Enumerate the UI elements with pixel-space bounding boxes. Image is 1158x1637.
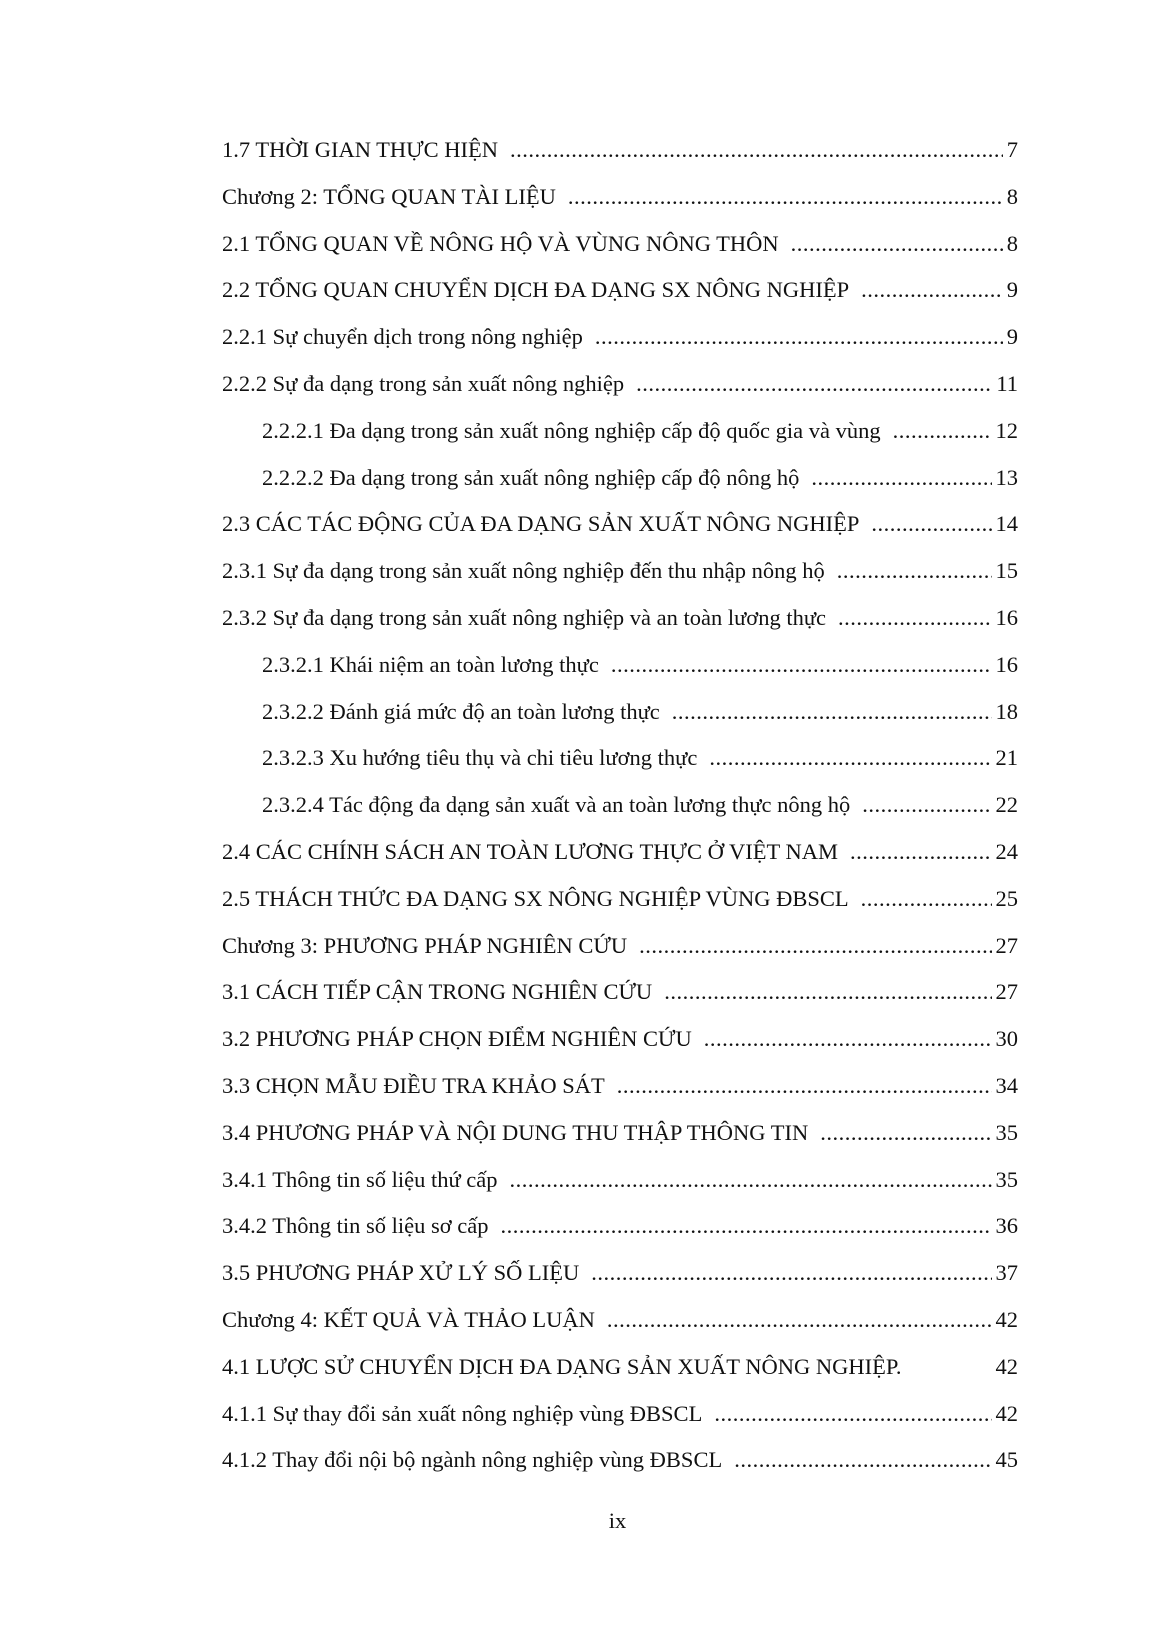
toc-dot-leader: [500, 1203, 991, 1250]
toc-entry-title: 3.1 CÁCH TIẾP CẬN TRONG NGHIÊN CỨU: [222, 979, 653, 1005]
toc-dot-leader: [639, 923, 991, 970]
toc-entry[interactable]: [222, 174, 1018, 221]
toc-entry-page-number: 13: [995, 464, 1018, 490]
toc-entry-page-number: 27: [995, 932, 1018, 958]
toc-entry[interactable]: [222, 1344, 1018, 1391]
toc-entry-title: 2.2.2.2 Đa dạng trong sản xuất nông nghiệp cấp độ nông hộ: [262, 464, 800, 490]
toc-entry-page-number: 21: [995, 745, 1018, 771]
toc-entry[interactable]: [222, 782, 1018, 829]
toc-entry-page-number: 30: [995, 1026, 1018, 1052]
toc-entry-title: 3.3 CHỌN MẪU ĐIỀU TRA KHẢO SÁT: [222, 1072, 605, 1098]
toc-dot-leader: [811, 455, 991, 502]
toc-entry[interactable]: [222, 1157, 1018, 1204]
toc-entry-page-number: 42: [995, 1400, 1018, 1426]
toc-entry-title: Chương 4: KẾT QUẢ VÀ THẢO LUẬN: [222, 1306, 595, 1332]
toc-entry-page-number: 12: [995, 417, 1018, 443]
toc-entry[interactable]: [222, 1016, 1018, 1063]
toc-entry[interactable]: [222, 408, 1018, 455]
toc-entry-page-number: 16: [995, 651, 1018, 677]
toc-dot-leader: [617, 1063, 992, 1110]
toc-entry-title: 2.2.2.1 Đa dạng trong sản xuất nông nghiệp cấp độ quốc gia và vùng: [262, 417, 881, 443]
toc-entry-page-number: 14: [995, 511, 1018, 537]
toc-entry[interactable]: [222, 735, 1018, 782]
toc-dot-leader: [709, 735, 991, 782]
toc-entry[interactable]: [222, 127, 1018, 174]
toc-entry[interactable]: [222, 595, 1018, 642]
toc-entry-page-number: 11: [996, 370, 1018, 396]
toc-entry[interactable]: [222, 923, 1018, 970]
toc-entry-title: 3.5 PHƯƠNG PHÁP XỬ LÝ SỐ LIỆU: [222, 1260, 580, 1286]
toc-entry-page-number: 42: [995, 1306, 1018, 1332]
toc-entry[interactable]: [222, 1203, 1018, 1250]
toc-entry[interactable]: [222, 876, 1018, 923]
toc-entry-title: 2.3.2.1 Khái niệm an toàn lương thực: [262, 651, 599, 677]
toc-entry-page-number: 35: [995, 1166, 1018, 1192]
toc-dot-leader: [611, 642, 992, 689]
table-of-contents: [222, 127, 1018, 1484]
toc-entry-page-number: 16: [995, 604, 1018, 630]
toc-entry[interactable]: [222, 221, 1018, 268]
toc-entry-page-number: 37: [995, 1260, 1018, 1286]
toc-entry-title: 2.5 THÁCH THỨC ĐA DẠNG SX NÔNG NGHIỆP VÙNG ĐBSCL: [222, 885, 849, 911]
toc-dot-leader: [861, 876, 992, 923]
toc-entry-title: 4.1 LƯỢC SỬ CHUYỂN DỊCH ĐA DẠNG SẢN XUẤT NÔNG NGHIỆP.: [222, 1353, 902, 1379]
toc-entry-page-number: 7: [1006, 137, 1018, 162]
toc-entry-page-number: 36: [995, 1213, 1018, 1239]
toc-entry-page-number: 18: [995, 698, 1018, 724]
toc-entry[interactable]: [222, 501, 1018, 548]
toc-entry[interactable]: [222, 314, 1018, 361]
toc-entry-page-number: 34: [995, 1072, 1018, 1098]
toc-dot-leader: [861, 267, 1003, 314]
toc-entry[interactable]: [222, 548, 1018, 595]
toc-dot-leader: [704, 1016, 992, 1063]
toc-dot-leader: [871, 501, 991, 548]
toc-dot-leader: [595, 314, 1003, 361]
toc-entry-title: 2.3.2.4 Tác động đa dạng sản xuất và an toàn lương thực nông hộ: [262, 792, 851, 818]
toc-entry[interactable]: [222, 1391, 1018, 1438]
toc-entry[interactable]: [222, 1437, 1018, 1484]
toc-entry[interactable]: [222, 829, 1018, 876]
toc-dot-leader: [734, 1437, 991, 1484]
toc-entry-title: Chương 3: PHƯƠNG PHÁP NGHIÊN CỨU: [222, 932, 628, 958]
toc-entry-page-number: 15: [995, 558, 1018, 584]
toc-entry-title: 1.7 THỜI GIAN THỰC HIỆN: [222, 137, 498, 162]
toc-entry-page-number: 45: [995, 1447, 1018, 1473]
toc-entry-page-number: 35: [995, 1119, 1018, 1145]
toc-entry-page-number: 8: [1006, 230, 1018, 256]
toc-entry-title: 2.2 TỔNG QUAN CHUYỂN DỊCH ĐA DẠNG SX NÔNG NGHIỆP: [222, 277, 850, 303]
toc-entry-title: 2.3.2 Sự đa dạng trong sản xuất nông nghiệp và an toàn lương thực: [222, 604, 827, 630]
toc-dot-leader: [510, 127, 1003, 174]
toc-dot-leader: [672, 689, 992, 736]
toc-entry-page-number: 25: [995, 885, 1018, 911]
toc-dot-leader: [568, 174, 1003, 221]
toc-dot-leader: [714, 1391, 991, 1438]
toc-entry-title: 2.2.1 Sự chuyển dịch trong nông nghiệp: [222, 324, 583, 350]
toc-entry-title: 4.1.1 Sự thay đổi sản xuất nông nghiệp vùng ĐBSCL: [222, 1400, 703, 1426]
toc-dot-leader: [850, 829, 991, 876]
toc-dot-leader: [510, 1157, 992, 1204]
toc-entry-title: 2.3.1 Sự đa dạng trong sản xuất nông nghiệp đến thu nhập nông hộ: [222, 558, 825, 584]
toc-entry[interactable]: [222, 969, 1018, 1016]
toc-dot-leader: [591, 1250, 991, 1297]
toc-entry[interactable]: [222, 1063, 1018, 1110]
toc-dot-leader: [607, 1297, 992, 1344]
toc-dot-leader: [893, 408, 992, 455]
toc-entry-title: 2.1 TỔNG QUAN VỀ NÔNG HỘ VÀ VÙNG NÔNG THÔN: [222, 230, 779, 256]
toc-entry[interactable]: [222, 1250, 1018, 1297]
toc-entry[interactable]: [222, 361, 1018, 408]
toc-entry[interactable]: [222, 689, 1018, 736]
toc-dot-leader: [838, 595, 991, 642]
toc-entry-title: 2.3.2.3 Xu hướng tiêu thụ và chi tiêu lương thực: [262, 745, 698, 771]
toc-entry[interactable]: [222, 1297, 1018, 1344]
toc-dot-leader: [837, 548, 992, 595]
toc-dot-leader: [791, 221, 1003, 268]
toc-entry-title: 4.1.2 Thay đổi nội bộ ngành nông nghiệp vùng ĐBSCL: [222, 1447, 723, 1473]
toc-entry[interactable]: [222, 455, 1018, 502]
page-number: ix: [608, 1508, 627, 1533]
toc-entry-page-number: 24: [995, 838, 1018, 864]
toc-entry-title: 3.4 PHƯƠNG PHÁP VÀ NỘI DUNG THU THẬP THÔNG TIN: [222, 1119, 809, 1145]
toc-dot-leader: [862, 782, 991, 829]
toc-entry-page-number: 9: [1006, 277, 1018, 303]
toc-entry-title: 3.4.2 Thông tin số liệu sơ cấp: [222, 1213, 489, 1239]
toc-entry-title: 2.3 CÁC TÁC ĐỘNG CỦA ĐA DẠNG SẢN XUẤT NÔNG NGHIỆP: [222, 511, 860, 537]
toc-entry-page-number: 22: [995, 792, 1018, 818]
toc-entry-title: Chương 2: TỔNG QUAN TÀI LIỆU: [222, 183, 556, 209]
toc-entry-title: 2.2.2 Sự đa dạng trong sản xuất nông nghiệp: [222, 370, 625, 396]
toc-entry-title: 2.3.2.2 Đánh giá mức độ an toàn lương thực: [262, 698, 660, 724]
toc-entry-page-number: 42: [995, 1353, 1018, 1379]
toc-entry-title: 3.4.1 Thông tin số liệu thứ cấp: [222, 1166, 498, 1192]
toc-entry[interactable]: [222, 1110, 1018, 1157]
toc-entry[interactable]: [222, 642, 1018, 689]
toc-dot-leader: [820, 1110, 991, 1157]
toc-dot-leader: [664, 969, 991, 1016]
toc-entry-page-number: 9: [1006, 324, 1018, 350]
toc-entry-title: 3.2 PHƯƠNG PHÁP CHỌN ĐIỂM NGHIÊN CỨU: [222, 1026, 692, 1052]
toc-entry-page-number: 27: [995, 979, 1018, 1005]
toc-entry[interactable]: [222, 267, 1018, 314]
toc-dot-leader: [636, 361, 992, 408]
toc-entry-page-number: 8: [1006, 183, 1018, 209]
toc-entry-title: 2.4 CÁC CHÍNH SÁCH AN TOÀN LƯƠNG THỰC Ở VIỆT NAM: [222, 838, 839, 864]
